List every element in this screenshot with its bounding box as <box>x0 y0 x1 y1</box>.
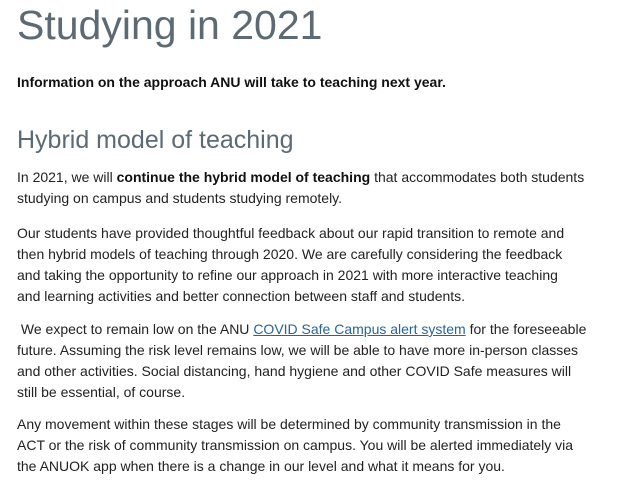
paragraph-line: still be essential, of course. <box>17 384 186 400</box>
section-title: Hybrid model of teaching <box>17 126 294 154</box>
text-run: for the foreseeable <box>465 321 587 337</box>
paragraph-line: the ANUOK app when there is a change in our level and what it means for you. <box>17 458 505 474</box>
paragraph-line: Our students have provided thoughtful feedback about our rapid transition to remote and <box>17 225 565 241</box>
paragraph-line: Any movement within these stages will be determined by community transmission in the <box>17 416 561 432</box>
paragraph-line: then hybrid models of teaching through 2020. We are carefully considering the feedback <box>17 246 563 262</box>
paragraph-hybrid-model <box>17 167 617 209</box>
paragraph-transmission <box>17 414 617 477</box>
paragraph-line: and learning activities and better connection between staff and students. <box>17 288 466 304</box>
covid-safe-campus-alert-link[interactable]: COVID Safe Campus alert system <box>253 321 466 337</box>
page-title: Studying in 2021 <box>17 2 323 48</box>
paragraph-alert-level <box>17 319 617 403</box>
paragraph-line: ACT or the risk of community transmission on campus. You will be alerted immediately via <box>17 437 574 453</box>
text-run: that accommodates both students <box>370 169 585 185</box>
paragraph-line: and taking the opportunity to refine our approach in 2021 with more interactive teaching <box>17 267 558 283</box>
paragraph-line <box>17 319 617 340</box>
paragraph-line <box>17 167 617 188</box>
lead-summary: Information on the approach ANU will take to teaching next year. <box>17 74 446 90</box>
paragraph-feedback <box>17 223 617 307</box>
paragraph-line: and other activities. Social distancing, hand hygiene and other COVID Safe measures will <box>17 363 572 379</box>
text-run: In 2021, we will <box>17 169 117 185</box>
text-run: We expect to remain low on the ANU <box>17 321 254 337</box>
emphasis-text: continue the hybrid model of teaching <box>116 169 371 185</box>
paragraph-line: future. Assuming the risk level remains low, we will be able to have more in-person classes <box>17 342 579 358</box>
paragraph-line: studying on campus and students studying remotely. <box>17 190 343 206</box>
